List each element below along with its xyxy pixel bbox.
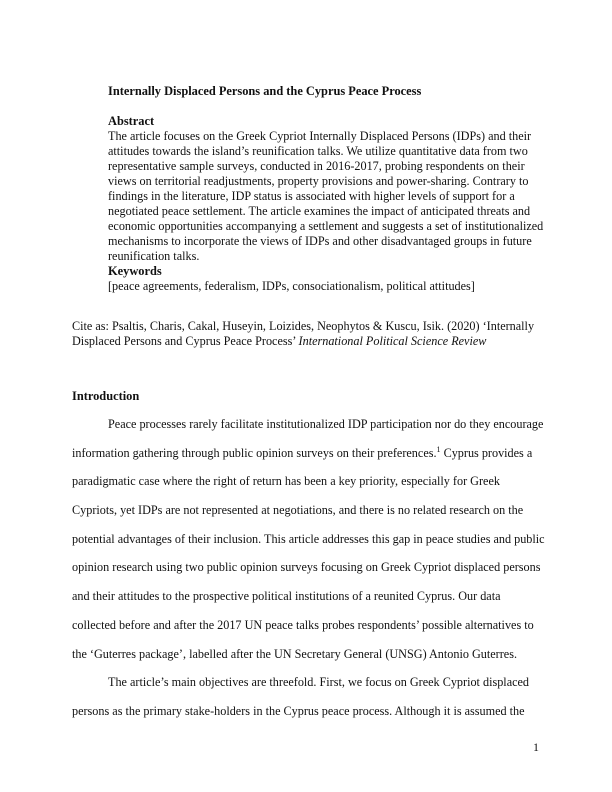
body-text: information gathering through public opinion surveys on their preferences. [72, 445, 437, 460]
abstract-line: views on territorial readjustments, property provisions and power-sharing. Contrary to [108, 174, 529, 188]
body-line: and their attitudes to the prospective political institutions of a reunited Cyprus. Our data [72, 589, 501, 604]
abstract-line: mechanisms to incorporate the views of IDPs and other disadvantaged groups in future [108, 234, 532, 248]
citation-line-1: Cite as: Psaltis, Charis, Cakal, Huseyin, Loizides, Neophytos & Kuscu, Isik. (2020) ‘Internally [72, 319, 535, 333]
keywords-list: [peace agreements, federalism, IDPs, consociationalism, political attitudes] [108, 279, 475, 293]
body-line: Peace processes rarely facilitate institutionalized IDP participation nor do they encourage [108, 417, 544, 431]
abstract-line: The article focuses on the Greek Cypriot Internally Displaced Persons (IDPs) and their [108, 129, 532, 143]
body-line: paradigmatic case where the right of return has been a key priority, especially for Greek [72, 474, 500, 489]
body-line: Cypriots, yet IDPs are not represented at negotiations, and there is no related research on the [72, 503, 524, 518]
abstract-line: economic opportunities accompanying a settlement and suggests a set of institutionalized [108, 219, 544, 233]
body-line: The article’s main objectives are threefold. First, we focus on Greek Cypriot displaced [108, 675, 530, 690]
body-line: persons as the primary stake-holders in the Cyprus peace process. Although it is assumed the [72, 703, 525, 718]
body-line: opinion research using two public opinion surveys focusing on Greek Cypriot displaced persons [72, 560, 541, 575]
body-line: collected before and after the 2017 UN peace talks probes respondents’ possible alternatives to [72, 617, 534, 632]
footnote-marker[interactable]: 1 [436, 444, 441, 454]
body-line [72, 446, 542, 475]
citation [72, 319, 542, 349]
keywords-section [108, 264, 548, 294]
abstract-line: representative sample surveys, conducted in 2016-2017, probing respondents on their [108, 159, 525, 173]
citation-text: Displaced Persons and Cyprus Peace Process’ [72, 334, 299, 348]
body-line: potential advantages of their inclusion. This article addresses this gap in peace studies and public [72, 531, 545, 546]
abstract-line: findings in the literature, IDP status is associated with higher levels of support for a [108, 189, 515, 203]
abstract-line: attitudes towards the island’s reunification talks. We utilize quantitative data from two [108, 144, 528, 158]
body-text: Cyprus provides a [440, 445, 533, 460]
journal-name: International Political Science Review [298, 334, 487, 348]
abstract-heading: Abstract [108, 114, 155, 128]
abstract-line: negotiated peace settlement. The article examines the impact of anticipated threats and [108, 204, 531, 218]
body-line: the ‘Guterres package’, labelled after the UN Secretary General (UNSG) Antonio Guterres. [72, 646, 517, 661]
abstract-line: reunification talks. [108, 249, 200, 263]
abstract-section [108, 114, 548, 264]
page-number: 1 [533, 740, 539, 754]
paper-title: Internally Displaced Persons and the Cyprus Peace Process [108, 84, 422, 98]
keywords-heading: Keywords [108, 264, 162, 278]
introduction-heading: Introduction [72, 389, 140, 403]
introduction-body [72, 417, 545, 733]
citation-line-2 [72, 334, 542, 349]
